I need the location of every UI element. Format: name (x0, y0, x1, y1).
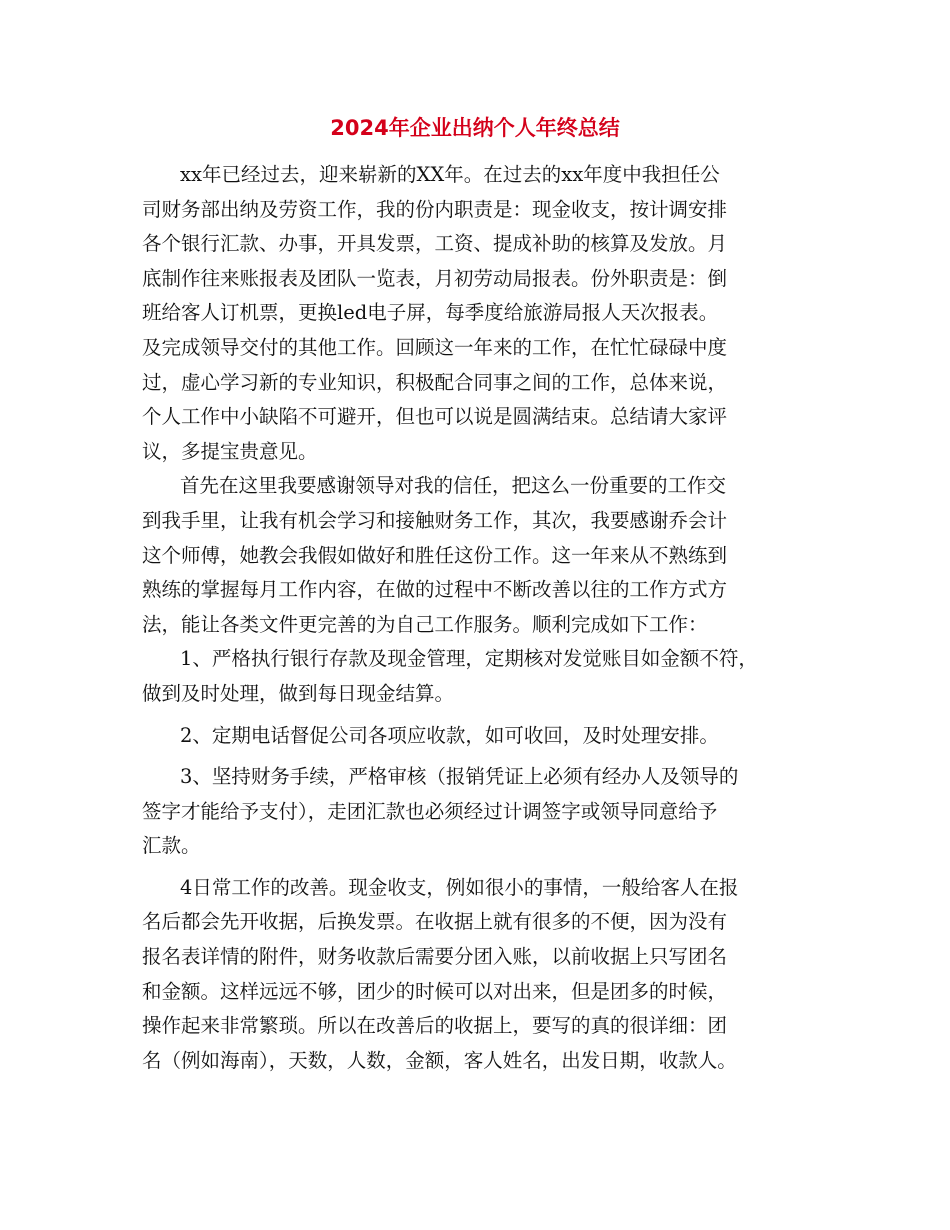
paragraph-5 (142, 760, 832, 864)
paragraph-line: 名（例如海南），天数，人数，金额，客人姓名，出发日期，收款人。 (142, 1048, 737, 1072)
paragraph-line: 过，虚心学习新的专业知识，积极配合同事之间的工作，总体来说， (142, 370, 728, 394)
paragraph-line: xx年已经过去，迎来崭新的XX年。在过去的xx年度中我担任公 (180, 163, 720, 186)
paragraph-line: 个人工作中小缺陷不可避开，但也可以说是圆满结束。总结请大家评 (142, 405, 728, 429)
paragraph-line: 3、坚持财务手续，严格审核（报销凭证上必须有经办人及领导的 (180, 765, 739, 789)
paragraph-line: 报名表详情的附件，财务收款后需要分团入账，以前收据上只写团名 (142, 945, 728, 969)
paragraph-line: 4日常工作的改善。现金收支，例如很小的事情，一般给客人在报 (180, 875, 739, 899)
paragraph-line: 法，能让各类文件更完善的为自己工作服务。顺利完成如下工作： (142, 612, 708, 636)
paragraph-line: 熟练的掌握每月工作内容，在做的过程中不断改善以往的工作方式方 (142, 578, 728, 602)
paragraph-line: 1、严格执行银行存款及现金管理，定期核对发觉账目如金额不符， (180, 647, 758, 671)
paragraph-1 (142, 158, 832, 469)
paragraph-line: 和金额。这样远远不够，团少的时候可以对出来，但是团多的时候， (142, 979, 728, 1003)
document-body (142, 158, 832, 1078)
paragraph-gap (142, 864, 832, 871)
paragraph-line: 首先在这里我要感谢领导对我的信任，把这么一份重要的工作交 (180, 474, 727, 498)
paragraph-line: 做到及时处理，做到每日现金结算。 (142, 681, 455, 705)
paragraph-gap (142, 753, 832, 760)
paragraph-6 (142, 871, 832, 1079)
paragraph-line: 底制作往来账报表及团队一览表，月初劳动局报表。份外职责是：倒 (142, 266, 728, 290)
paragraph-line: 名后都会先开收据，后换发票。在收据上就有很多的不便，因为没有 (142, 910, 728, 934)
paragraph-line: 各个银行汇款、办事，开具发票，工资、提成补助的核算及发放。月 (142, 232, 728, 256)
paragraph-3 (142, 642, 832, 711)
paragraph-2 (142, 469, 832, 642)
paragraph-line: 汇款。 (142, 834, 201, 858)
paragraph-line: 签字才能给予支付），走团汇款也必须经过计调签字或领导同意给予 (142, 799, 718, 823)
paragraph-line: 班给客人订机票，更换led电子屏，每季度给旅游局报人天次报表。 (142, 301, 719, 325)
paragraph-line: 及完成领导交付的其他工作。回顾这一年来的工作，在忙忙碌碌中度 (142, 335, 728, 359)
paragraph-line: 议，多提宝贵意见。 (142, 439, 318, 463)
paragraph-line: 2、定期电话督促公司各项应收款，如可收回，及时处理安排。 (180, 723, 719, 747)
paragraph-line: 到我手里，让我有机会学习和接触财务工作，其次，我要感谢乔会计 (142, 508, 728, 532)
paragraph-gap (142, 712, 832, 719)
paragraph-4 (142, 719, 832, 754)
document-title: 2024年企业出纳个人年终总结 (330, 116, 620, 140)
paragraph-line: 这个师傅，她教会我假如做好和胜任这份工作。这一年来从不熟练到 (142, 543, 728, 567)
paragraph-line: 操作起来非常繁琐。所以在改善后的收据上，要写的真的很详细：团 (142, 1014, 728, 1038)
paragraph-line: 司财务部出纳及劳资工作，我的份内职责是：现金收支，按计调安排 (142, 197, 728, 221)
